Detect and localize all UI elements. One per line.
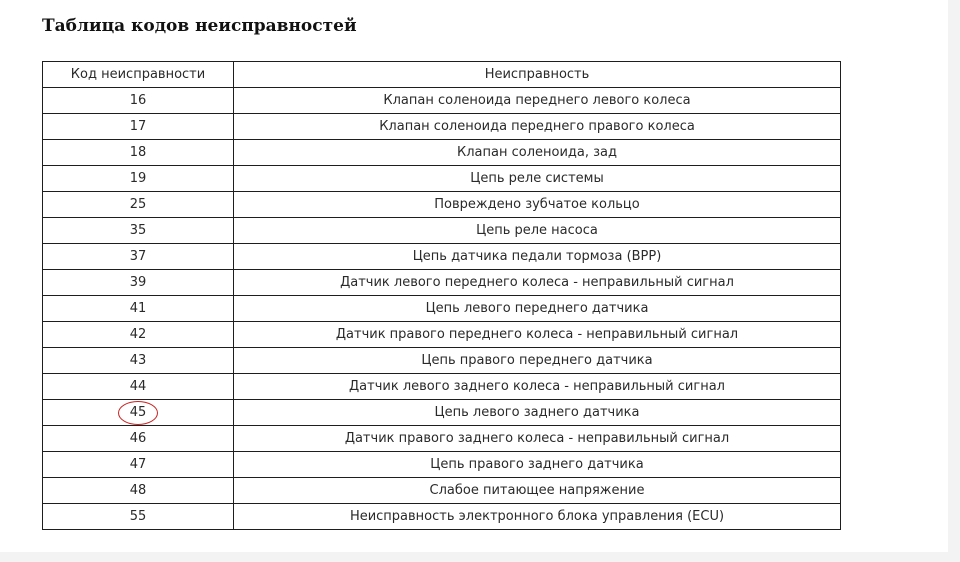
table-row (43, 348, 841, 374)
fault-code: 39 (129, 275, 147, 290)
fault-description-cell: Клапан соленоида, зад (234, 140, 841, 166)
fault-code: 37 (129, 249, 147, 264)
fault-code-cell (43, 400, 234, 426)
fault-code: 43 (129, 353, 147, 368)
fault-description-cell: Цепь правого заднего датчика (234, 452, 841, 478)
fault-description-cell: Датчик правого переднего колеса - неправильный сигнал (234, 322, 841, 348)
fault-code: 17 (129, 119, 147, 134)
fault-code: 46 (129, 431, 147, 446)
fault-code: 19 (129, 171, 147, 186)
fault-code-cell (43, 322, 234, 348)
table-row (43, 504, 841, 530)
fault-code-cell (43, 192, 234, 218)
table-row (43, 374, 841, 400)
fault-code-cell (43, 218, 234, 244)
table-row (43, 322, 841, 348)
fault-codes-table (42, 61, 841, 530)
table-row (43, 270, 841, 296)
fault-description-cell: Клапан соленоида переднего правого колеса (234, 114, 841, 140)
fault-code: 47 (129, 457, 147, 472)
fault-code-cell (43, 270, 234, 296)
fault-code-cell (43, 426, 234, 452)
fault-code-cell (43, 374, 234, 400)
table-row (43, 192, 841, 218)
fault-code: 45 (130, 406, 147, 419)
fault-description-cell: Датчик левого заднего колеса - неправильный сигнал (234, 374, 841, 400)
column-header-code: Код неисправности (43, 62, 234, 88)
fault-code-cell (43, 88, 234, 114)
table-row (43, 166, 841, 192)
fault-code-cell (43, 166, 234, 192)
fault-code: 35 (129, 223, 147, 238)
table-row (43, 140, 841, 166)
page-title: Таблица кодов неисправностей (42, 16, 357, 36)
fault-description-cell: Датчик левого переднего колеса - неправильный сигнал (234, 270, 841, 296)
fault-code: 16 (129, 93, 147, 108)
fault-description-cell: Цепь реле насоса (234, 218, 841, 244)
fault-code-cell (43, 140, 234, 166)
table-row (43, 296, 841, 322)
fault-code: 25 (129, 197, 147, 212)
table-row (43, 400, 841, 426)
table-row (43, 218, 841, 244)
fault-description-cell: Цепь левого переднего датчика (234, 296, 841, 322)
fault-description-cell: Цепь реле системы (234, 166, 841, 192)
table-row (43, 478, 841, 504)
fault-code: 41 (129, 301, 147, 316)
fault-description-cell: Цепь правого переднего датчика (234, 348, 841, 374)
highlight-circle-marker (118, 401, 158, 425)
fault-code: 55 (129, 509, 147, 524)
fault-code: 18 (129, 145, 147, 160)
fault-code-cell (43, 114, 234, 140)
fault-code-cell (43, 478, 234, 504)
fault-description-cell: Цепь датчика педали тормоза (BPP) (234, 244, 841, 270)
fault-code-cell (43, 296, 234, 322)
fault-description-cell: Клапан соленоида переднего левого колеса (234, 88, 841, 114)
table-row (43, 88, 841, 114)
fault-code-cell (43, 244, 234, 270)
table-row (43, 114, 841, 140)
table-row (43, 244, 841, 270)
fault-code-cell (43, 504, 234, 530)
table-header-row (43, 62, 841, 88)
table-body (43, 88, 841, 530)
fault-description-cell: Слабое питающее напряжение (234, 478, 841, 504)
fault-description-cell: Цепь левого заднего датчика (234, 400, 841, 426)
table-row (43, 452, 841, 478)
fault-code-cell (43, 452, 234, 478)
fault-code: 44 (129, 379, 147, 394)
fault-description-cell: Повреждено зубчатое кольцо (234, 192, 841, 218)
fault-code: 48 (129, 483, 147, 498)
fault-code: 42 (129, 327, 147, 342)
fault-description-cell: Датчик правого заднего колеса - неправильный сигнал (234, 426, 841, 452)
fault-code-cell (43, 348, 234, 374)
column-header-fault: Неисправность (234, 62, 841, 88)
table-row (43, 426, 841, 452)
fault-description-cell: Неисправность электронного блока управления (ECU) (234, 504, 841, 530)
